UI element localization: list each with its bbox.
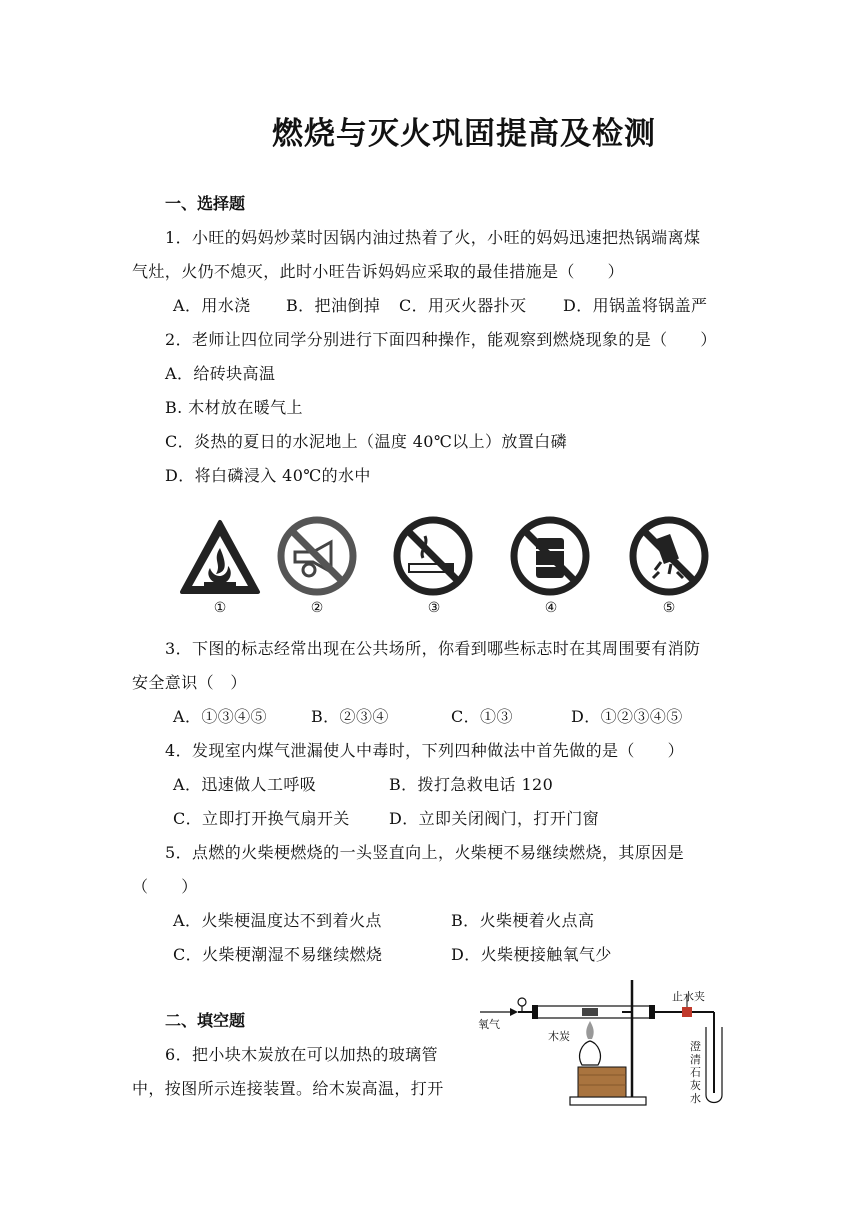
question-4-line-1: 4．发现室内煤气泄漏使人中毒时，下列四种做法中首先做的是（ ） [165, 741, 684, 760]
question-6-line-2: 中，按图所示连接装置。给木炭高温，打开 [132, 1079, 444, 1098]
section-heading-choice: 一、选择题 [165, 194, 246, 213]
question-5-line-1: 5．点燃的火柴梗燃烧的一头竖直向上，火柴梗不易继续燃烧，其原因是 [165, 843, 684, 862]
question-3-option-d: D．①②③④⑤ [571, 707, 683, 726]
question-2-option-d: D．将白磷浸入 40℃的水中 [165, 466, 371, 485]
question-1-option-a: A．用水浇 [173, 296, 251, 315]
charcoal-combustion-apparatus [470, 975, 750, 1115]
no-fuel-barrel-icon [506, 512, 594, 600]
water-clip-label: 止水夹 [672, 990, 705, 1003]
question-4-option-d: D．立即关闭阀门，打开门窗 [389, 809, 600, 828]
question-3-option-c: C．①③ [451, 707, 513, 726]
question-5-option-c: C．火柴梗潮湿不易继续燃烧 [173, 945, 383, 964]
question-4-option-b: B．拨打急救电话 120 [389, 775, 554, 794]
no-smoking-icon [389, 512, 477, 600]
question-5-option-d: D．火柴梗接触氧气少 [451, 945, 612, 964]
question-2-option-b: B. 木材放在暖气上 [165, 398, 303, 417]
sign-label-5: ⑤ [662, 600, 676, 616]
flammable-warning-icon [176, 512, 264, 600]
sign-label-2: ② [310, 600, 324, 616]
question-3-option-a: A．①③④⑤ [173, 707, 267, 726]
question-6-line-1: 6．把小块木炭放在可以加热的玻璃管 [165, 1045, 438, 1064]
question-1-line-1: 1．小旺的妈妈炒菜时因锅内油过热着了火，小旺的妈妈迅速把热锅端离煤 [165, 228, 701, 247]
question-3-line-2: 安全意识（ ） [132, 673, 247, 692]
limewater-label: 澄 清 石 灰 水 [690, 1040, 701, 1105]
question-1-option-b: B．把油倒掉 [286, 296, 381, 315]
question-5-line-2: （ ） [132, 877, 198, 896]
question-3-line-1: 3．下图的标志经常出现在公共场所，你看到哪些标志时在其周围要有消防 [165, 639, 701, 658]
question-5-option-b: B．火柴梗着火点高 [451, 911, 595, 930]
charcoal-label: 木炭 [548, 1030, 570, 1043]
sign-label-3: ③ [427, 600, 441, 616]
question-4-option-c: C．立即打开换气扇开关 [173, 809, 350, 828]
section-heading-fill: 二、填空题 [165, 1011, 246, 1030]
no-horn-icon [273, 512, 361, 600]
question-4-option-a: A．迅速做人工呼吸 [173, 775, 317, 794]
question-1-option-d: D．用锅盖将锅盖严 [563, 296, 708, 315]
question-5-option-a: A．火柴梗温度达不到着火点 [173, 911, 382, 930]
sign-label-1: ① [213, 600, 227, 616]
sign-label-4: ④ [544, 600, 558, 616]
question-3-option-b: B．②③④ [311, 707, 389, 726]
no-fireworks-icon [625, 512, 713, 600]
page-title: 燃烧与灭火巩固提高及检测 [272, 116, 656, 152]
question-2-line-1: 2．老师让四位同学分别进行下面四种操作，能观察到燃烧现象的是（ ） [165, 330, 717, 349]
question-2-option-a: A．给砖块高温 [165, 364, 276, 383]
question-2-option-c: C．炎热的夏日的水泥地上（温度 40℃以上）放置白磷 [165, 432, 567, 451]
oxygen-label: 氧气 [478, 1018, 500, 1031]
question-1-option-c: C．用灭火器扑灭 [399, 296, 527, 315]
question-1-line-2: 气灶，火仍不熄灭，此时小旺告诉妈妈应采取的最佳措施是（ ） [132, 262, 625, 281]
